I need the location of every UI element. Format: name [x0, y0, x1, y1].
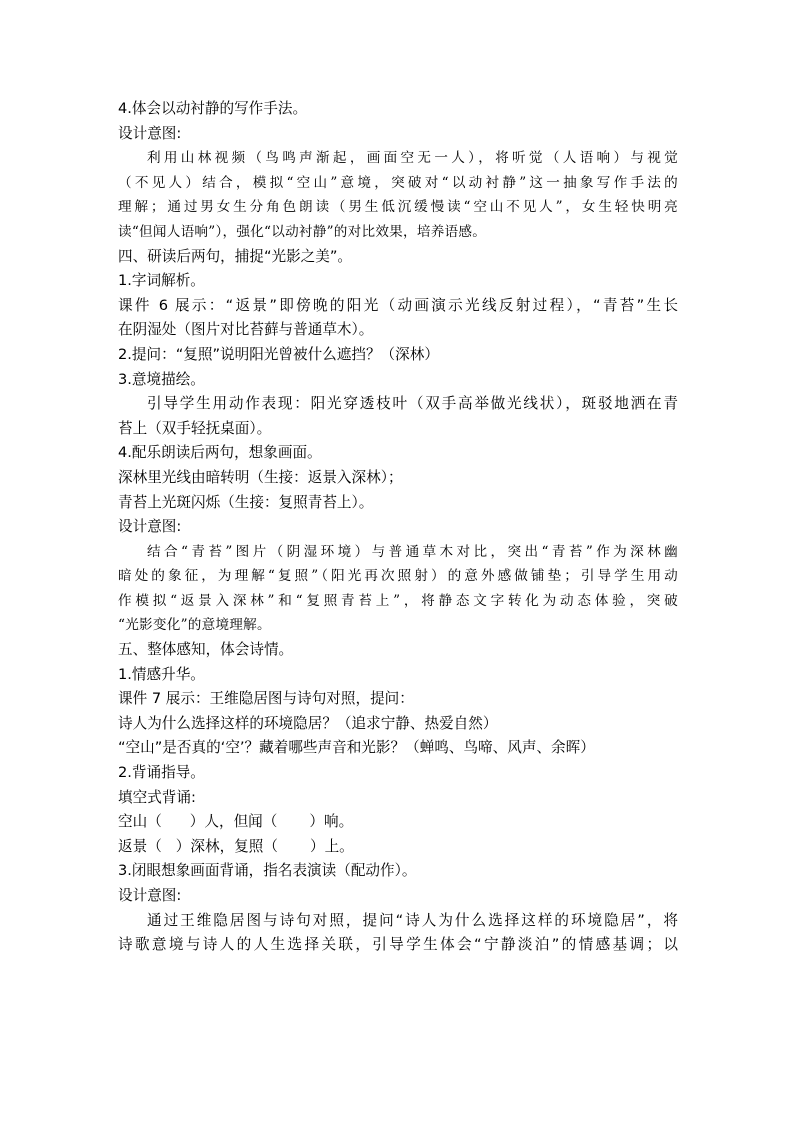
design-intent-paragraph: “光影变化”的意境理解。	[118, 617, 271, 634]
design-intent-paragraph: 利用山林视频（鸟鸣声渐起，画面空无一人），将听觉（人语响）与视觉	[147, 150, 678, 167]
body-paragraph: 课件 6 展示：“返景”即傍晚的阳光（动画演示光线反射过程），“青苔”生长	[118, 296, 678, 314]
design-intent-paragraph: 结合“青苔”图片（阴湿环境）与普通草木对比，突出“青苔”作为深林幽	[147, 543, 678, 560]
fill-blank-line	[118, 810, 678, 835]
fill-blank-text: ）上。	[309, 837, 354, 855]
body-line: 诗人为什么选择这样的环境隐居？（追求宁静、热爱自然）	[118, 714, 498, 732]
step-heading: 3.闭眼想象画面背诵，指名表演读（配动作）。	[118, 862, 417, 880]
fill-blank-text: ）人，但闻（	[189, 813, 278, 831]
design-intent-paragraph: 通过王维隐居图与诗句对照，提问“诗人为什么选择这样的环境隐居”，将	[147, 911, 678, 929]
design-intent-paragraph: 理解；通过男女生分角色朗读（男生低沉缓慢读“空山不见人”，女生轻快明亮	[118, 199, 678, 216]
design-intent-label: 设计意图:	[118, 124, 182, 142]
fill-blank-text: 空山（	[118, 813, 162, 831]
design-intent-paragraph: （不见人）结合，模拟“空山”意境，突破对“以动衬静”这一抽象写作手法的	[118, 174, 678, 191]
body-line: 填空式背诵:	[118, 788, 196, 806]
step-heading: 3.意境描绘。	[118, 370, 205, 388]
fill-blank-text: ）深林，复照（	[175, 837, 278, 855]
design-intent-paragraph: 诗歌意境与诗人的人生选择关联，引导学生体会“宁静淡泊”的情感基调；以	[118, 936, 678, 954]
fill-blank-line	[118, 835, 678, 860]
design-intent-label: 设计意图:	[118, 887, 182, 904]
page-body	[118, 97, 678, 958]
body-line: “空山”是否真的‘空’？藏着哪些声音和光影？（蝉鸣、鸟啼、风声、余晖）	[118, 739, 595, 757]
design-intent-paragraph: 作模拟“返景入深林”和“复照青苔上”，将静态文字转化为动态体验，突破	[118, 592, 678, 609]
step-heading: 1.情感升华。	[118, 665, 205, 683]
body-paragraph: 在阴湿处（图片对比苔藓与普通草木）。	[118, 321, 374, 339]
design-intent-paragraph: 读“但闻人语响”），强化“以动衬静”的对比效果，培养语感。	[118, 223, 487, 240]
step-heading: 2.提问：“复照”说明阳光曾被什么遮挡？（深林）	[118, 345, 439, 363]
fill-blank-text: ）响。	[309, 813, 354, 831]
body-line: 课件 7 展示：王维隐居图与诗句对照，提问：	[118, 690, 414, 708]
fill-blank-text: 返景（	[118, 837, 162, 855]
design-intent-paragraph: 暗处的象征，为理解“复照”（阳光再次照射）的意外感做铺垫；引导学生用动	[118, 568, 678, 585]
body-paragraph: 苔上（双手轻抚桌面）。	[118, 419, 272, 437]
body-line: 深林里光线由暗转明（生接：返景入深林）；	[118, 468, 403, 486]
body-paragraph: 引导学生用动作表现：阳光穿透枝叶（双手高举做光线状），斑驳地洒在青	[147, 395, 678, 413]
section-heading: 四、研读后两句，捕捉“光影之美”。	[118, 247, 353, 265]
section-heading: 五、整体感知，体会诗情。	[118, 641, 294, 659]
body-line: 青苔上光斑闪烁（生接：复照青苔上）。	[118, 493, 374, 511]
step-heading: 2.背诵指导。	[118, 764, 205, 782]
step-heading: 1.字词解析。	[118, 272, 205, 290]
step-heading: 4.体会以动衬静的写作手法。	[118, 100, 308, 117]
design-intent-label: 设计意图:	[118, 518, 182, 536]
step-heading: 4.配乐朗读后两句，想象画面。	[118, 444, 322, 462]
